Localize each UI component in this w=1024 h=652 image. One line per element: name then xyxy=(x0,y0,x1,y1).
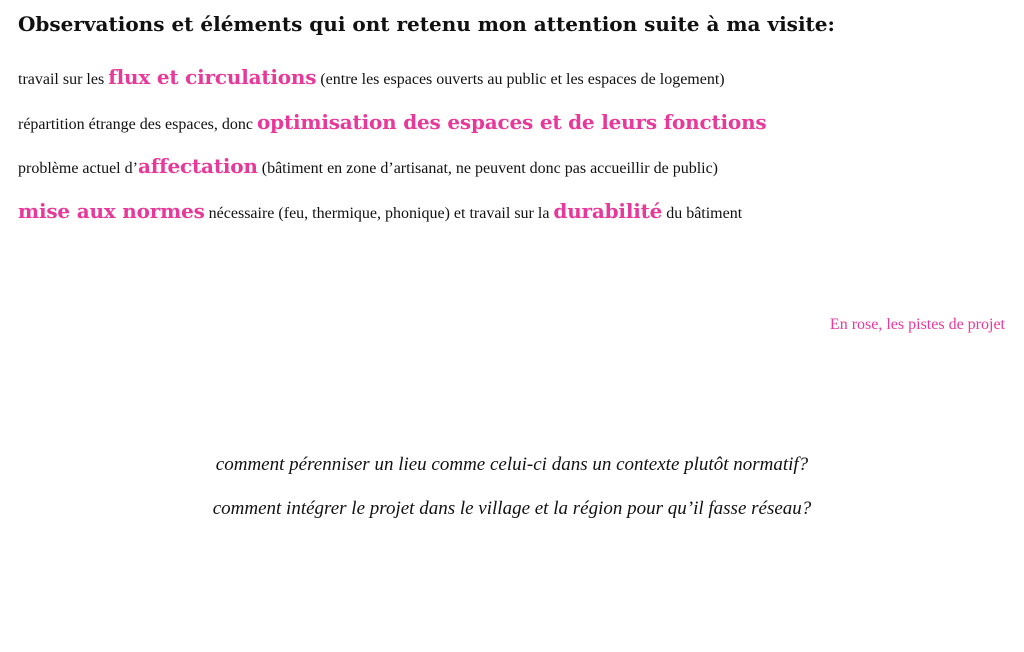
observation-line-optimisation xyxy=(18,107,766,140)
project-keyword-flux: flux et circulations xyxy=(108,65,317,89)
project-keyword-durabilite: durabilité xyxy=(553,199,663,223)
observation-line-affectation xyxy=(18,151,718,184)
observation-text: travail sur les xyxy=(18,71,109,88)
page-title: Observations et éléments qui ont retenu mon attention suite à ma visite: xyxy=(18,12,835,36)
observation-text: problème actuel d’ xyxy=(18,160,138,177)
project-keyword-optimisation: optimisation des espaces et de leurs fonctions xyxy=(257,110,767,134)
legend-note: En rose, les pistes de projet xyxy=(829,316,1005,333)
observation-line-normes xyxy=(18,196,742,229)
question-perenniser: comment pérenniser un lieu comme celui-ci dans un contexte plutôt normatif? xyxy=(215,454,809,475)
observation-text: (bâtiment en zone d’artisanat, ne peuvent donc pas accueillir de public) xyxy=(257,160,719,177)
observation-line-flux xyxy=(18,62,725,95)
project-keyword-normes: mise aux normes xyxy=(18,199,205,223)
observation-text: nécessaire (feu, thermique, phonique) et travail sur la xyxy=(204,205,554,222)
observation-text: (entre les espaces ouverts au public et les espaces de logement) xyxy=(316,71,725,88)
observation-text: du bâtiment xyxy=(662,205,743,222)
observation-text: répartition étrange des espaces, donc xyxy=(18,116,258,133)
question-integrer: comment intégrer le projet dans le village et la région pour qu’il fasse réseau? xyxy=(212,498,812,519)
project-keyword-affectation: affectation xyxy=(137,154,258,178)
